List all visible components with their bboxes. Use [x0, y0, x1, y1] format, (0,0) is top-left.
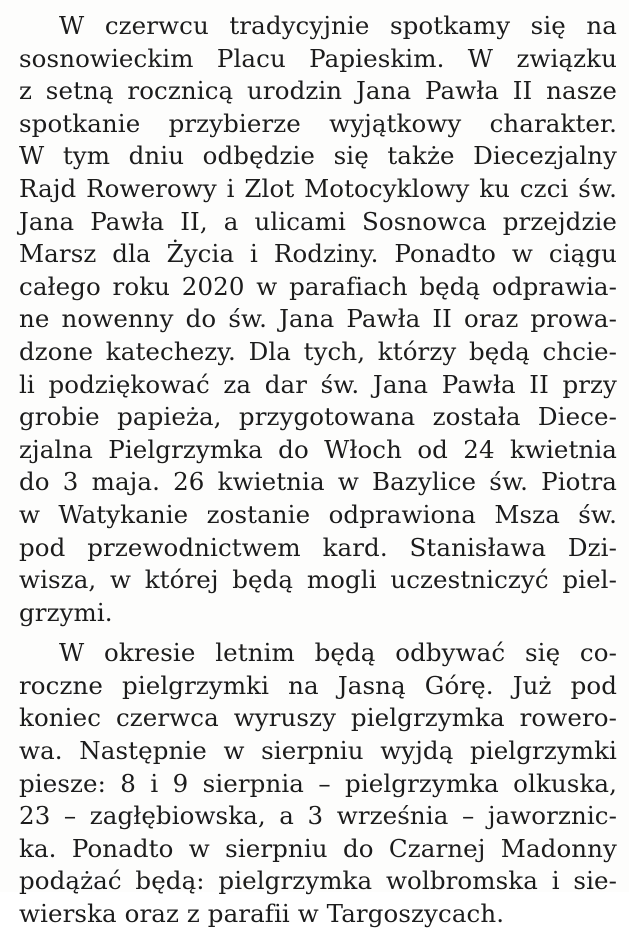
text-line: piesze: 8 i 9 sierpnia – pielgrzymka olkuska,	[19, 768, 617, 798]
text-line: z setną rocznicą urodzin Jana Pawła II nasze	[19, 76, 617, 106]
text-line: wierska oraz z parafii w Targoszycach.	[19, 899, 505, 929]
text-line: ne nowenny do św. Jana Pawła II oraz prowa-	[19, 304, 617, 334]
text-line: podążać będą: pielgrzymka wolbromska i sie-	[19, 866, 617, 896]
text-line: Rajd Rowerowy i Zlot Motocyklowy ku czci św.	[19, 173, 617, 203]
text-line: do 3 maja. 26 kwietnia w Bazylice św. Piotra	[19, 467, 617, 497]
text-line: grobie papieża, przygotowana została Diece-	[19, 402, 617, 432]
text-line: pod przewodnictwem kard. Stanisława Dzi-	[19, 532, 617, 562]
text-line: wa. Następnie w sierpniu wyjdą pielgrzymki	[19, 736, 617, 766]
text-line: w Watykanie zostanie odprawiona Msza św.	[19, 499, 617, 529]
text-line: spotkanie przybierze wyjątkowy charakter.	[19, 108, 617, 138]
text-line: W tym dniu odbędzie się także Diecezjalny	[19, 141, 617, 171]
text-line: li podziękować za dar św. Jana Pawła II przy	[19, 369, 617, 399]
paragraph-1	[19, 10, 617, 629]
text-line: koniec czerwca wyruszy pielgrzymka rowero-	[19, 703, 617, 733]
text-line: roczne pielgrzymki na Jasną Górę. Już pod	[19, 670, 617, 700]
text-line: grzymi.	[19, 597, 113, 627]
text-line: Marsz dla Życia i Rodziny. Ponadto w ciągu	[19, 239, 617, 269]
text-line: wisza, w której będą mogli uczestniczyć piel-	[19, 565, 617, 595]
text-line: W czerwcu tradycyjnie spotkamy się na	[59, 11, 617, 40]
text-line: sosnowieckim Placu Papieskim. W związku	[19, 43, 617, 73]
article-text-column	[19, 10, 617, 931]
text-line: Jana Pawła II, a ulicami Sosnowca przejdzie	[19, 206, 617, 236]
text-line: dzone katechezy. Dla tych, którzy będą chcie-	[19, 336, 617, 366]
paragraph-2	[19, 637, 617, 930]
text-line: całego roku 2020 w parafiach będą odprawia-	[19, 271, 617, 301]
text-line: 23 – zagłębiowska, a 3 września – jaworznic-	[19, 801, 617, 831]
text-line: ka. Ponadto w sierpniu do Czarnej Madonny	[19, 833, 617, 863]
text-line: W okresie letnim będą odbywać się co-	[59, 638, 617, 668]
text-line: zjalna Pielgrzymka do Włoch od 24 kwietnia	[19, 434, 617, 464]
